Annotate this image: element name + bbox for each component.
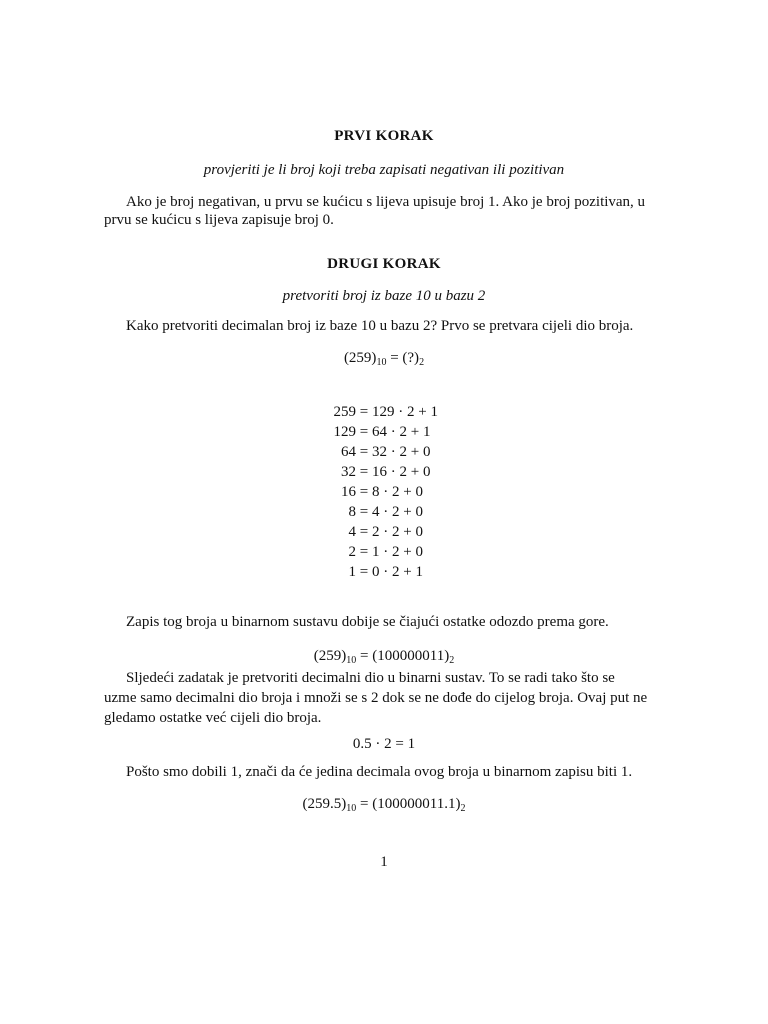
fraction-paragraph-line2: uzme samo decimalni dio broja i množi se s 2 dok se ne dođe do cijelog broja. Ovaj put ne: [104, 690, 648, 706]
division-row: 129 = 64 · 2 + 1: [333, 424, 431, 440]
fraction-paragraph-line1: Sljedeći zadatak je pretvoriti decimalni dio u binarni sustav. To se radi tako što se: [126, 670, 615, 686]
division-row: 8 = 4 · 2 + 0: [348, 504, 423, 520]
read-remainders-text: Zapis tog broja u binarnom sustavu dobije se čiajući ostatke odozdo prema gore.: [126, 614, 609, 630]
section1-paragraph-line2: prvu se kućicu s lijeva zapisuje broj 0.: [104, 212, 334, 228]
equation-final-binary: $(259.5)_{10} = (100000011.1)_2$: [302, 796, 466, 814]
page-number: 1: [380, 854, 388, 870]
division-row: 16 = 8 · 2 + 0: [341, 484, 423, 500]
division-row: 259 = 129 · 2 + 1: [333, 404, 438, 420]
division-row: 4 = 2 · 2 + 0: [348, 524, 423, 540]
division-row: 2 = 1 · 2 + 0: [348, 544, 423, 560]
equation-259-binary: $(259)_{10} = (100000011)_2$: [313, 648, 455, 666]
equation-fraction-times-two: 0.5 · 2 = 1: [352, 736, 416, 752]
fraction-paragraph-line3: gledamo ostatke već cijeli dio broja.: [104, 710, 322, 726]
equation-259-to-base2: $(259)_{10}$ = $(?)_2$: [343, 350, 425, 368]
result-text: Pošto smo dobili 1, znači da će jedina decimala ovog broja u binarnom zapisu biti 1.: [126, 764, 633, 780]
section1-paragraph-line1: Ako je broj negativan, u prvu se kućicu s lijeva upisuje broj 1. Ako je broj pozitivan, u: [126, 194, 646, 210]
section1-subtitle: provjeriti je li broj koji treba zapisati negativan ili pozitivan: [203, 162, 565, 178]
section2-intro: Kako pretvoriti decimalan broj iz baze 10 u bazu 2? Prvo se pretvara cijeli dio broja.: [126, 318, 634, 334]
division-row: 1 = 0 · 2 + 1: [348, 564, 423, 580]
division-row: 32 = 16 · 2 + 0: [341, 464, 431, 480]
section1-title: PRVI KORAK: [334, 128, 434, 144]
division-row: 64 = 32 · 2 + 0: [341, 444, 431, 460]
section2-subtitle: pretvoriti broj iz baze 10 u bazu 2: [282, 288, 486, 304]
section2-title: DRUGI KORAK: [327, 256, 441, 272]
